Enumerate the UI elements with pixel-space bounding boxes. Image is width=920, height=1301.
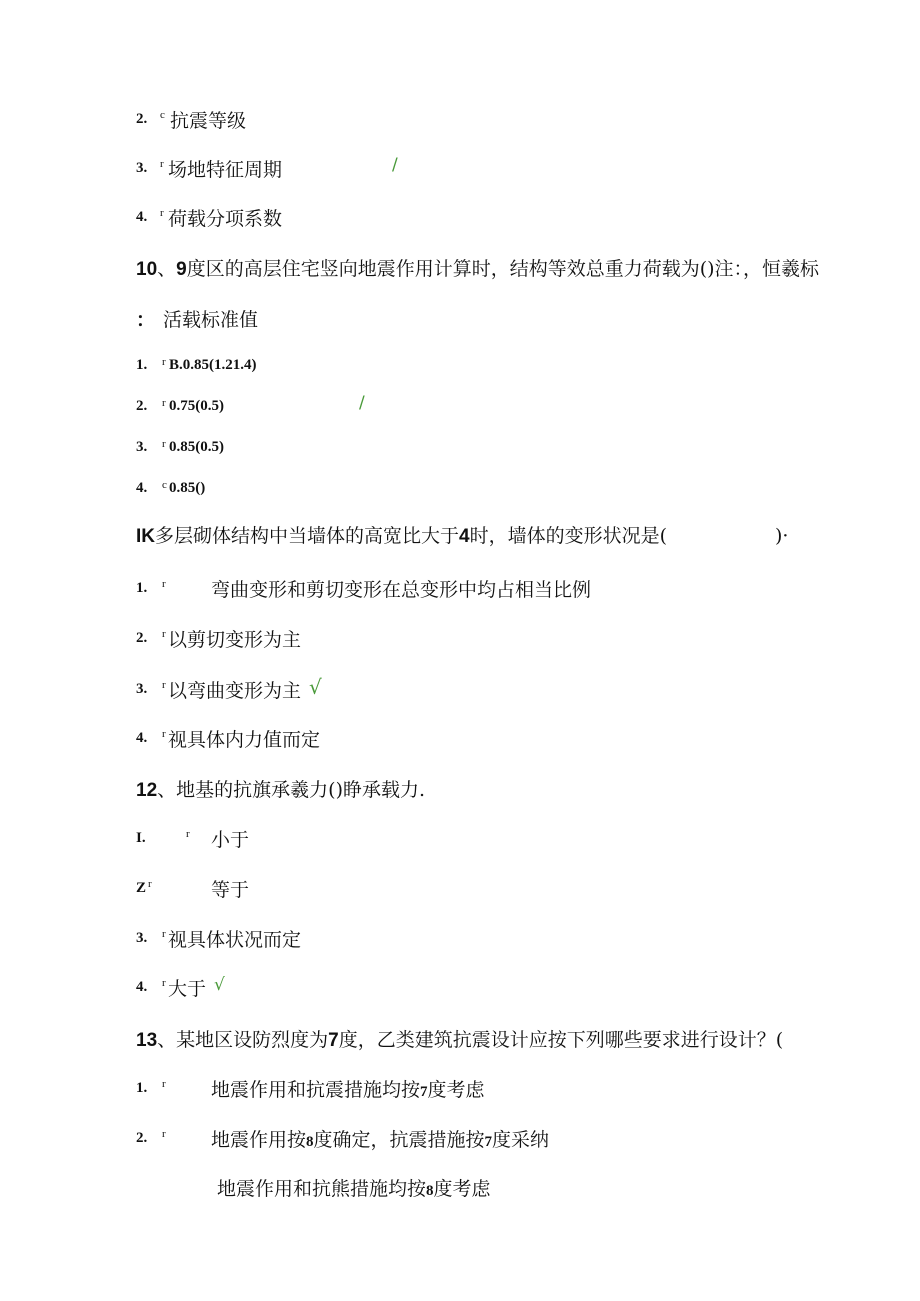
question-11: IK多层砌体结构中当墙体的高宽比大于4时，墙体的变形状况是( )· — [136, 525, 789, 547]
radio-marker[interactable]: r — [162, 679, 166, 691]
radio-marker[interactable]: r — [160, 158, 164, 170]
option-number: 2. — [136, 630, 148, 646]
option-text: 小于 — [211, 829, 250, 851]
option-text: 地震作用和抗震措施均按7度考虑 — [211, 1079, 485, 1101]
radio-marker[interactable]: c — [160, 109, 165, 121]
option-text: 等于 — [211, 879, 250, 901]
radio-marker[interactable]: r — [162, 728, 166, 740]
option-text: 以弯曲变形为主 — [168, 680, 302, 702]
question-text: 多层砌体结构中当墙体的高宽比大于 — [155, 525, 460, 547]
option-text: 大于 — [168, 978, 207, 1000]
option-number: 4. — [136, 480, 148, 496]
option-text: 0.75(0.5) — [169, 398, 224, 414]
option-number: 2. — [136, 398, 148, 414]
question-text: 某地区设防烈度为 — [176, 1029, 329, 1051]
option-text: 0.85(0.5) — [169, 439, 224, 455]
answer-check-icon: / — [392, 155, 398, 175]
option-number: I. — [136, 830, 146, 846]
radio-marker[interactable]: r — [162, 977, 166, 989]
radio-marker[interactable]: r — [186, 828, 190, 840]
radio-marker[interactable]: r — [162, 928, 166, 940]
option-text: 地震作用按8度确定，抗震措施按7度采纳 — [211, 1129, 550, 1151]
radio-marker[interactable]: r — [160, 207, 164, 219]
option-text: B.0.85(1.21.4) — [169, 357, 257, 373]
option-number: 2. — [136, 1130, 148, 1146]
radio-marker[interactable]: r — [162, 397, 166, 409]
radio-marker[interactable]: c — [162, 479, 167, 491]
question-text: 度区的高层住宅竖向地震作用计算时，结构等效总重力荷载为()注：，恒羲标 — [186, 258, 820, 280]
option-number: 3. — [136, 160, 148, 176]
option-text: 抗震等级 — [170, 110, 247, 132]
question-number: 13 — [136, 1030, 158, 1051]
option-number: 4. — [136, 209, 148, 225]
option-number: 3. — [136, 681, 148, 697]
option-number: 3. — [136, 930, 148, 946]
option-number: Z — [136, 880, 147, 896]
answer-check-icon: √ — [309, 675, 322, 699]
answer-check-icon: √ — [214, 975, 225, 995]
option-number: 1. — [136, 357, 148, 373]
question-text: 地基的抗旗承羲力()睁承载力. — [176, 779, 426, 801]
question-10: 10、9度区的高层住宅竖向地震作用计算时，结构等效总重力荷载为()注：，恒羲标 — [136, 258, 820, 280]
question-10-continued: ： 活载标准值 — [136, 309, 259, 331]
radio-marker[interactable]: r — [162, 1078, 166, 1090]
option-number: 2. — [136, 111, 148, 127]
option-number: 1. — [136, 580, 148, 596]
option-number: 4. — [136, 979, 148, 995]
option-text: 视具体状况而定 — [168, 929, 302, 951]
option-text: 地震作用和抗熊措施均按8度考虑 — [217, 1178, 491, 1200]
option-text: 以剪切变形为主 — [168, 629, 302, 651]
question-12: 12、地基的抗旗承羲力()睁承载力. — [136, 779, 426, 801]
option-text: 场地特征周期 — [168, 159, 283, 181]
radio-marker[interactable]: r — [162, 356, 166, 368]
question-number: 12 — [136, 780, 158, 801]
question-13: 13、某地区设防烈度为7度，乙类建筑抗震设计应按下列哪些要求进行设计？( — [136, 1029, 784, 1051]
radio-marker[interactable]: r — [162, 628, 166, 640]
option-text: 视具体内力值而定 — [168, 729, 321, 751]
radio-marker[interactable]: r — [162, 438, 166, 450]
radio-marker[interactable]: r — [162, 578, 166, 590]
option-text: 荷载分项系数 — [168, 208, 283, 230]
question-number: IK — [136, 526, 155, 547]
option-number: 4. — [136, 730, 148, 746]
question-number: 10 — [136, 259, 158, 280]
option-text: 弯曲变形和剪切变形在总变形中均占相当比例 — [211, 579, 592, 601]
radio-marker[interactable]: r — [148, 878, 152, 890]
radio-marker[interactable]: r — [162, 1128, 166, 1140]
option-number: 1. — [136, 1080, 148, 1096]
answer-check-icon: / — [359, 393, 365, 413]
option-number: 3. — [136, 439, 148, 455]
option-text: 0.85() — [169, 480, 206, 496]
